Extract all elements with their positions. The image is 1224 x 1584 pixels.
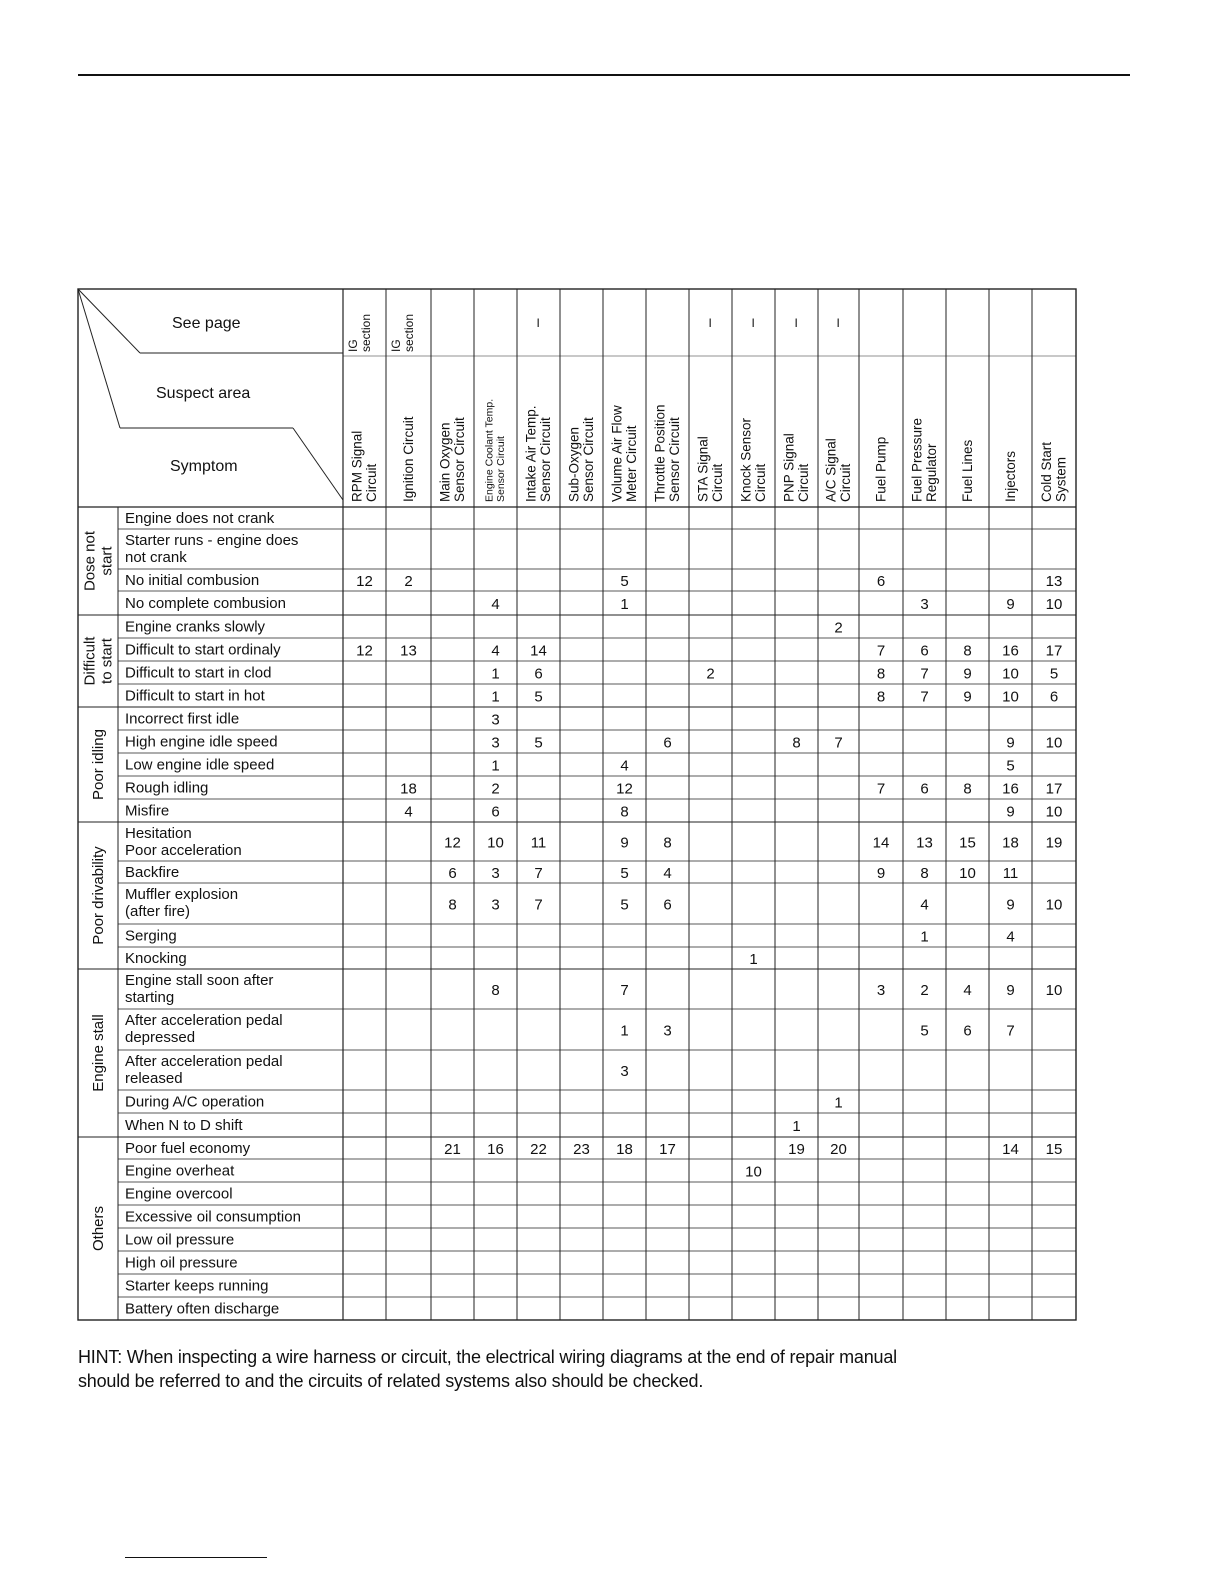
cell-value: 4 <box>920 896 929 914</box>
cell-value: 10 <box>1045 596 1063 613</box>
cell-value: 9 <box>620 834 629 852</box>
cell-value: 9 <box>1006 803 1015 821</box>
cell-value: 14 <box>530 642 547 660</box>
cell-value: 6 <box>491 803 500 821</box>
cell-value: 1 <box>491 665 500 683</box>
symptom-label: Low engine idle speed <box>125 756 275 774</box>
cell-value: 12 <box>356 642 373 660</box>
cell-value: 8 <box>876 688 886 706</box>
column-header-label: Circuit <box>364 463 379 502</box>
cell-value: 8 <box>920 865 929 882</box>
cell-value: 10 <box>1045 982 1063 999</box>
header-diagonal <box>78 289 120 428</box>
symptom-label: During A/C operation <box>125 1093 265 1111</box>
cell-value: 3 <box>620 1063 629 1080</box>
column-header-label: Knock Sensor <box>738 417 754 502</box>
column-header-label: PNP Signal <box>781 433 797 502</box>
cell-value: 16 <box>1002 642 1019 660</box>
column-header-label: STA Signal <box>695 436 711 502</box>
cell-value: 6 <box>534 665 543 683</box>
column-header-label: Injectors <box>1002 450 1018 502</box>
cell-value: 16 <box>487 1141 504 1158</box>
cell-value: 8 <box>792 734 801 752</box>
cell-value: 8 <box>963 780 972 798</box>
symptom-label: After acceleration pedal <box>125 1012 283 1029</box>
column-header-label: A/C Signal <box>823 438 839 502</box>
cell-value: 20 <box>830 1141 847 1158</box>
column-header-label: Intake Air Temp. <box>523 405 539 502</box>
cell-value: 10 <box>745 1163 762 1181</box>
column-header-label: Circuit <box>838 463 853 502</box>
column-header-label: Sensor Circuit <box>452 417 467 502</box>
cell-value: 3 <box>491 734 500 752</box>
column-header-label: Sensor Circuit <box>538 417 553 502</box>
cell-value: 2 <box>920 982 929 999</box>
symptom-label: (after fire) <box>125 903 191 920</box>
symptom-label: Starter runs - engine does <box>125 532 299 549</box>
header-diagonal <box>293 428 343 500</box>
cell-value: 2 <box>834 619 843 637</box>
symptom-label: Starter keeps running <box>125 1277 269 1295</box>
cell-value: 4 <box>404 803 413 821</box>
column-header-label: Engine Coolant Temp. <box>483 398 496 502</box>
symptom-label: High oil pressure <box>125 1254 238 1272</box>
cell-value: 8 <box>663 834 672 852</box>
symptom-label: Difficult to start in clod <box>125 664 272 682</box>
cell-value: 18 <box>616 1141 633 1158</box>
symptom-group-label: Engine stall <box>90 1014 107 1092</box>
symptom-label: Engine stall soon after <box>125 972 274 989</box>
cell-value: 1 <box>792 1118 801 1135</box>
cell-value: 4 <box>620 757 629 775</box>
symptom-group-label: to start <box>98 638 116 684</box>
symptom-label: Excessive oil consumption <box>125 1208 301 1226</box>
cell-value: 8 <box>963 642 972 660</box>
cell-value: 1 <box>491 688 500 706</box>
cell-value: 15 <box>959 834 976 852</box>
symptom-label: Engine cranks slowly <box>125 618 266 636</box>
cell-value: 10 <box>487 834 504 852</box>
hint-line-1: HINT: When inspecting a wire harness or circuit, the electrical wiring diagrams at the end of repair manual <box>78 1347 897 1367</box>
symptom-label: Serging <box>125 927 177 945</box>
symptom-label: Misfire <box>125 802 170 820</box>
cell-value: 1 <box>620 596 629 613</box>
cell-value: 6 <box>920 780 929 798</box>
cell-value: 5 <box>534 734 543 752</box>
see-page-mark: I <box>794 316 798 330</box>
symptom-label: Low oil pressure <box>125 1231 235 1249</box>
footer-rule <box>125 1557 267 1558</box>
cell-value: 3 <box>663 1022 672 1040</box>
symptom-label: not crank <box>125 549 187 566</box>
cell-value: 11 <box>530 834 547 852</box>
cell-value: 5 <box>620 896 629 914</box>
cell-value: 1 <box>491 757 500 775</box>
see-page-mark: I <box>751 316 755 330</box>
cell-value: 6 <box>448 865 457 882</box>
cell-value: 12 <box>444 834 461 852</box>
column-header-label: Sensor Circuit <box>667 417 682 502</box>
column-header-label: Ignition Circuit <box>400 416 416 502</box>
cell-value: 1 <box>620 1022 629 1040</box>
cell-value: 9 <box>1006 982 1015 999</box>
symptom-label: Poor fuel economy <box>125 1140 251 1157</box>
symptom-group-label: Poor drivability <box>90 846 107 945</box>
column-header-label: Main Oxygen <box>437 422 453 502</box>
hint-note <box>78 1345 1078 1393</box>
cell-value: 9 <box>963 688 972 706</box>
symptom-label: No initial combusion <box>125 572 260 589</box>
column-header-label: Circuit <box>753 463 768 502</box>
cell-value: 10 <box>1045 896 1063 914</box>
column-header-label: Circuit <box>796 463 811 502</box>
symptom-label: Engine overheat <box>125 1162 235 1180</box>
symptom-label: After acceleration pedal <box>125 1053 283 1070</box>
symptom-label: Engine overcool <box>125 1185 233 1203</box>
cell-value: 1 <box>749 951 758 968</box>
cell-value: 12 <box>616 780 633 798</box>
symptom-label: Knocking <box>125 950 187 967</box>
cell-value: 5 <box>620 573 629 590</box>
symptom-label: Muffler explosion <box>125 886 239 903</box>
cell-value: 6 <box>876 573 886 590</box>
cell-value: 7 <box>834 734 843 752</box>
cell-value: 7 <box>920 665 929 683</box>
cell-value: 18 <box>400 780 417 798</box>
cell-value: 7 <box>620 982 629 999</box>
hint-line-2: should be referred to and the circuits of related systems also should be checked. <box>78 1371 704 1391</box>
cell-value: 6 <box>1049 688 1059 706</box>
symptom-label: starting <box>125 989 175 1006</box>
cell-value: 10 <box>1002 665 1019 683</box>
symptom-group-label: Difficult <box>81 636 99 686</box>
cell-value: 8 <box>620 803 629 821</box>
cell-value: 8 <box>448 896 457 914</box>
symptom-label: Poor acceleration <box>125 842 242 859</box>
cell-value: 1 <box>920 928 929 946</box>
symptom-label: Difficult to start ordinaly <box>125 641 281 659</box>
cell-value: 6 <box>963 1022 972 1040</box>
column-header-label: Sensor Circuit <box>581 417 596 502</box>
cell-value: 8 <box>491 982 500 999</box>
cell-value: 14 <box>1002 1141 1019 1158</box>
cell-value: 15 <box>1045 1141 1063 1158</box>
cell-value: 9 <box>963 665 972 683</box>
cell-value: 19 <box>1045 834 1063 852</box>
cell-value: 10 <box>959 865 976 882</box>
see-page-ref: IG <box>346 339 360 352</box>
cell-value: 1 <box>834 1094 843 1112</box>
symptom-label: No complete combusion <box>125 595 286 612</box>
symptom-label: Backfire <box>125 864 180 881</box>
column-header-label: RPM Signal <box>349 430 365 502</box>
cell-value: 9 <box>1006 896 1015 914</box>
cell-value: 17 <box>1045 642 1063 660</box>
cell-value: 5 <box>1049 665 1059 683</box>
cell-value: 22 <box>530 1141 547 1158</box>
cell-value: 11 <box>1002 865 1019 882</box>
symptom-label: When N to D shift <box>125 1117 243 1134</box>
column-header-label: Fuel Pressure <box>909 417 925 502</box>
symptom-label: Engine does not crank <box>125 510 275 527</box>
cell-value: 2 <box>706 665 715 683</box>
cell-value: 9 <box>876 865 886 882</box>
cell-value: 3 <box>491 711 500 729</box>
cell-value: 4 <box>663 865 672 882</box>
cell-value: 3 <box>920 596 929 613</box>
column-header-label: Cold Start <box>1039 441 1054 502</box>
cell-value: 6 <box>663 734 672 752</box>
column-header-label: Meter Circuit <box>624 425 639 502</box>
symptom-label: High engine idle speed <box>125 733 278 751</box>
cell-value: 7 <box>1006 1022 1015 1040</box>
see-page-ref: section <box>359 313 373 352</box>
cell-value: 5 <box>534 688 543 706</box>
column-header-label: Regulator <box>924 443 939 502</box>
column-header-label: System <box>1053 456 1069 502</box>
cell-value: 5 <box>920 1022 929 1040</box>
cell-value: 7 <box>876 642 886 660</box>
symptom-label: Difficult to start in hot <box>125 687 265 705</box>
cell-value: 9 <box>1006 734 1015 752</box>
column-header-label: Sub-Oxygen <box>566 426 582 502</box>
cell-value: 14 <box>872 834 890 852</box>
symptom-label: Hesitation <box>125 825 192 842</box>
suspect-area-header: Suspect area <box>156 385 251 402</box>
cell-value: 9 <box>1006 596 1015 613</box>
column-header-label: Fuel Pump <box>873 436 889 502</box>
cell-value: 19 <box>788 1141 805 1158</box>
symptom-group-label: Others <box>90 1205 107 1252</box>
cell-value: 10 <box>1002 688 1019 706</box>
cell-value: 4 <box>1006 928 1015 946</box>
cell-value: 21 <box>444 1141 461 1158</box>
see-page-ref: IG <box>389 339 403 352</box>
column-header-label: Circuit <box>710 463 725 502</box>
symptom-label: Incorrect first idle <box>125 710 240 728</box>
cell-value: 2 <box>491 780 500 798</box>
see-page-mark: I <box>708 316 712 330</box>
cell-value: 7 <box>534 865 543 882</box>
column-header-label: Fuel Lines <box>959 439 975 502</box>
cell-value: 3 <box>876 982 886 999</box>
see-page-ref: section <box>402 313 416 352</box>
cell-value: 13 <box>400 642 417 660</box>
cell-value: 10 <box>1045 734 1063 752</box>
see-page-header: See page <box>172 315 241 332</box>
cell-value: 4 <box>491 596 500 613</box>
symptom-group-label: Poor idling <box>90 729 107 800</box>
cell-value: 17 <box>659 1141 676 1158</box>
see-page-mark: I <box>536 316 540 330</box>
cell-value: 6 <box>663 896 672 914</box>
cell-value: 8 <box>876 665 886 683</box>
symptom-label: depressed <box>125 1029 196 1046</box>
column-header-label: Volume Air Flow <box>609 405 625 502</box>
symptom-group-label: Dose not <box>81 530 99 592</box>
see-page-mark: I <box>836 316 840 330</box>
cell-value: 7 <box>920 688 929 706</box>
symptom-group-label: start <box>98 546 116 576</box>
cell-value: 7 <box>534 896 543 914</box>
cell-value: 16 <box>1002 780 1019 798</box>
cell-value: 17 <box>1045 780 1063 798</box>
cell-value: 18 <box>1002 834 1019 852</box>
cell-value: 5 <box>620 865 629 882</box>
cell-value: 3 <box>491 896 500 914</box>
symptom-label: Rough idling <box>125 779 209 797</box>
cell-value: 6 <box>920 642 929 660</box>
cell-value: 13 <box>916 834 933 852</box>
cell-value: 7 <box>876 780 886 798</box>
cell-value: 3 <box>491 865 500 882</box>
column-header-label: Throttle Position <box>652 404 668 502</box>
column-header-label: Sensor Circuit <box>495 436 507 502</box>
cell-value: 13 <box>1045 573 1063 590</box>
cell-value: 12 <box>356 573 373 590</box>
cell-value: 4 <box>963 982 972 999</box>
cell-value: 4 <box>491 642 500 660</box>
cell-value: 5 <box>1006 757 1015 775</box>
cell-value: 2 <box>404 573 413 590</box>
symptom-label: released <box>125 1070 183 1087</box>
cell-value: 10 <box>1045 803 1063 821</box>
symptom-label: Battery often discharge <box>125 1300 280 1318</box>
symptom-header: Symptom <box>170 458 238 475</box>
cell-value: 23 <box>573 1141 590 1158</box>
